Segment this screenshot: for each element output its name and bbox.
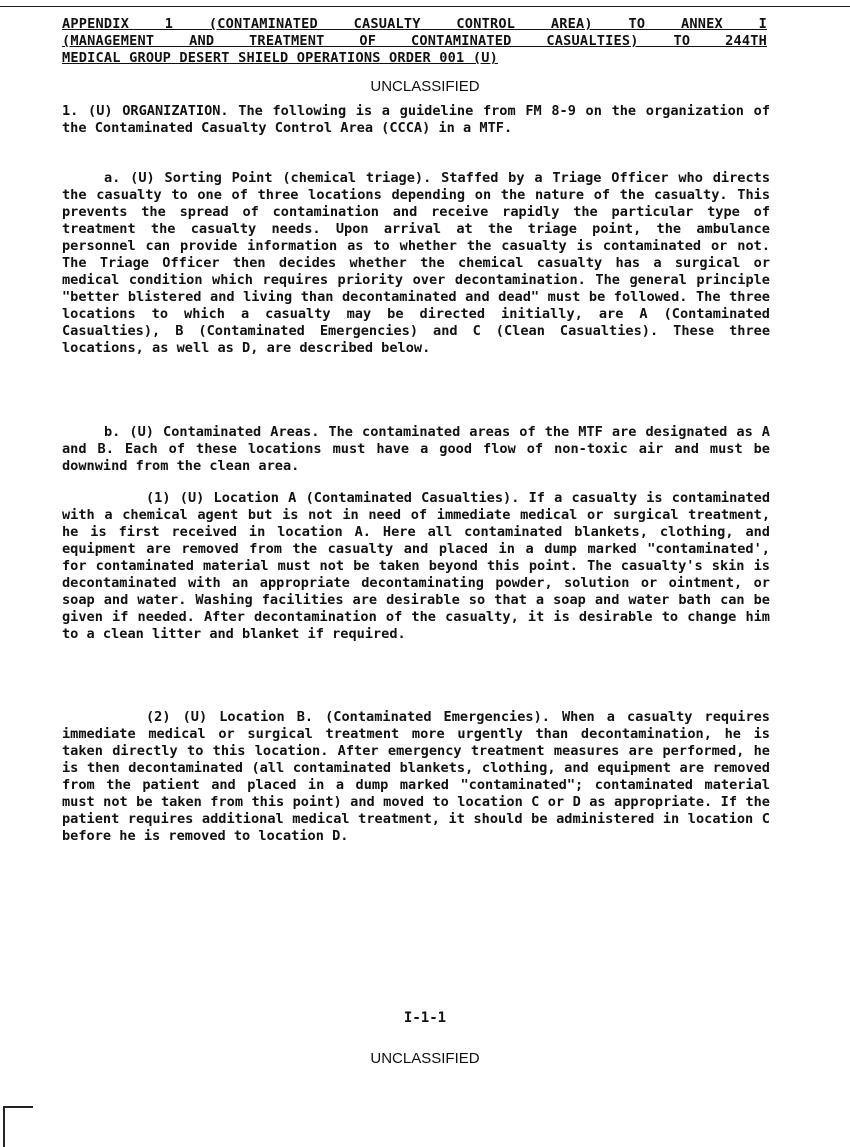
classification-top: UNCLASSIFIED [370,78,480,95]
paragraph-b2-location-b: (2) (U) Location B. (Contaminated Emergencies). When a casualty requires immediate medical or surgical treatment more urgently than decontamination, he is taken directly to this location. After emergency treatment measures are performed, he is then decontaminated (all contaminated blankets, clothing, and equipment are removed from the patient and placed in a dump marked "contaminated"; contaminated material must not be taken from this point) and moved to location C or D as appropriate. If the patient requires additional medical treatment, it should be administered in location C before he is removed to location D. [62,709,770,844]
paragraph-a-sorting-point: a. (U) Sorting Point (chemical triage). Staffed by a Triage Officer who directs the casualty to one of three locations depending on the nature of the casualty. This prevents the spread of contamination and receive rapidly the particular type of treatment the casualty needs. Upon arrival at the triage point, the ambulance personnel can provide information as to whether the casualty is contaminated or not. The Triage Officer then decides whether the chemical casualty has a surgical or medical condition which requires priority over decontamination. The general principle "better blistered and living than decontaminated and dead" must be followed. The three locations to which a casualty may be directed initially, are A (Contaminated Casualties), B (Contaminated Emergencies) and C (Clean Casualties). These three locations, as well as D, are described below. [62,170,770,356]
section-location-a [62,490,770,643]
document-heading [62,16,767,67]
scan-edge-tick [3,1106,33,1108]
section-contaminated-areas [62,424,770,475]
paragraph-b1-location-a: (1) (U) Location A (Contaminated Casualties). If a casualty is contaminated with a chemical agent but is not in need of immediate medical or surgical treatment, he is first received in location A. Here all contaminated blankets, clothing, and equipment are removed from the casualty and placed in a dump marked "contaminated', for contaminated material must not be taken beyond this point. The casualty's skin is decontaminated with an appropriate decontaminating powder, solution or ointment, or soap and water. Washing facilities are desirable so that a soap and water bath can be given if needed. After decontamination of the casualty, it is desirable to change him to a clean litter and blanket if required. [62,490,770,642]
classification-bottom: UNCLASSIFIED [370,1050,480,1067]
section-organization [62,103,770,137]
heading-line-3: MEDICAL GROUP DESERT SHIELD OPERATIONS ORDER 001 (U) [62,50,498,66]
scan-edge-top [0,6,850,7]
heading-line-1: APPENDIX 1 (CONTAMINATED CASUALTY CONTROL AREA) TO ANNEX I [62,16,767,32]
paragraph-b-contaminated-areas: b. (U) Contaminated Areas. The contaminated areas of the MTF are designated as A and B. Each of these locations must have a good flow of non-toxic air and must be downwind from the clean area. [62,424,770,474]
scan-edge-left [3,1106,5,1147]
section-sorting-point [62,170,770,357]
section-location-b [62,709,770,845]
page-number: I-1-1 [403,1010,447,1026]
heading-line-2: (MANAGEMENT AND TREATMENT OF CONTAMINATED CASUALTIES) TO 244TH [62,33,767,49]
paragraph-1-organization: 1. (U) ORGANIZATION. The following is a guideline from FM 8-9 on the organization of the Contaminated Casualty Control Area (CCCA) in a MTF. [62,103,770,136]
